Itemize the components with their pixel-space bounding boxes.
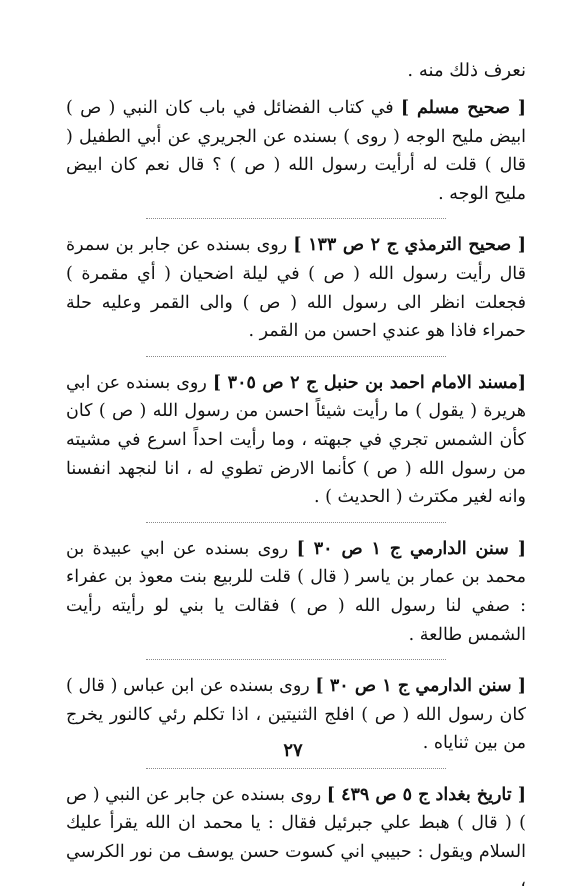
hadith-paragraph-3 — [66, 369, 526, 512]
dotted-divider — [146, 768, 446, 769]
dotted-divider — [146, 522, 446, 523]
source-citation-3: [مسند الامام احمد بن حنبل ج ٢ ص ٣٠٥ ] — [212, 372, 526, 393]
hadith-paragraph-1 — [66, 94, 526, 208]
source-citation-1: [ صحيح مسلم ] — [400, 98, 526, 118]
dotted-divider — [146, 356, 446, 357]
hadith-paragraph-2 — [66, 231, 526, 345]
hadith-paragraph-4 — [66, 535, 526, 649]
source-citation-6: [ تاريخ بغداد ج ٥ ص ٤٣٩ ] — [326, 784, 526, 805]
paragraph-text-2: روى بسنده عن جابر بن سمرة قال رأيت رسول الله ( ص ) في ليلة اضحيان ( أي مقمرة ) فجعلت انظر الى رسول الله ( ص ) والى القمر وعليه حلة حمراء فاذا هو عندي احسن من القمر . — [66, 235, 526, 342]
paragraph-text-3: روى بسنده عن ابي هريرة ( يقول ) ما رأيت شيئاً احسن من رسول الله ( ص ) كان كأن الشمس تجري في جبهته ، وما رأيت احداً اسرع في مشيته من رسول الله ( ص ) كأنما الارض تطوي له ، انا لنجهد انفسنا وانه لغير مكترث ( الحديث ) . — [66, 372, 526, 508]
source-citation-5: [ سنن الدارمي ج ١ ص ٣٠ ] — [315, 676, 526, 697]
dotted-divider — [146, 659, 446, 660]
hadith-paragraph-6 — [66, 781, 526, 895]
paragraph-text-6: روى بسنده عن جابر عن النبي ( ص ) ( قال ) هبط علي جبرئيل فقال : يا محمد ان الله يقرأ عليك السلام ويقول : حبيبي اني كسوت حسن يوسف من نور الكرسي ، — [66, 784, 526, 891]
page-body — [66, 56, 526, 895]
paragraph-text-5: روى بسنده عن ابن عباس ( قال ) كان رسول الله ( ص ) افلج الثنيتين ، اذا تكلم رئي كالنور يخرج من بين ثناياه . — [66, 676, 526, 754]
paragraph-text-4: روى بسنده عن ابي عبيدة بن محمد بن عمار بن ياسر ( قال ) قلت للربيع بنت معوذ بن عفراء : صفي لنا رسول الله ( ص ) فقالت يا بني لو رأيته رأيت الشمس طالعة . — [66, 538, 526, 645]
dotted-divider — [146, 218, 446, 219]
source-citation-2: [ صحيح الترمذي ج ٢ ص ١٣٣ ] — [293, 235, 526, 256]
paragraph-text-1: في كتاب الفضائل في باب كان النبي ( ص ) ابيض مليح الوجه ( روى ) بسنده عن الجريري عن أبي الطفيل ( قال ) قلت له أرأيت رسول الله ( ص ) ؟ قال نعم كان ابيض مليح الوجه . — [66, 98, 526, 204]
intro-line: نعرف ذلك منه . — [407, 60, 526, 81]
page-number: ٢٧ — [283, 740, 303, 761]
source-citation-4: [ سنن الدارمي ج ١ ص ٣٠ ] — [296, 538, 527, 559]
